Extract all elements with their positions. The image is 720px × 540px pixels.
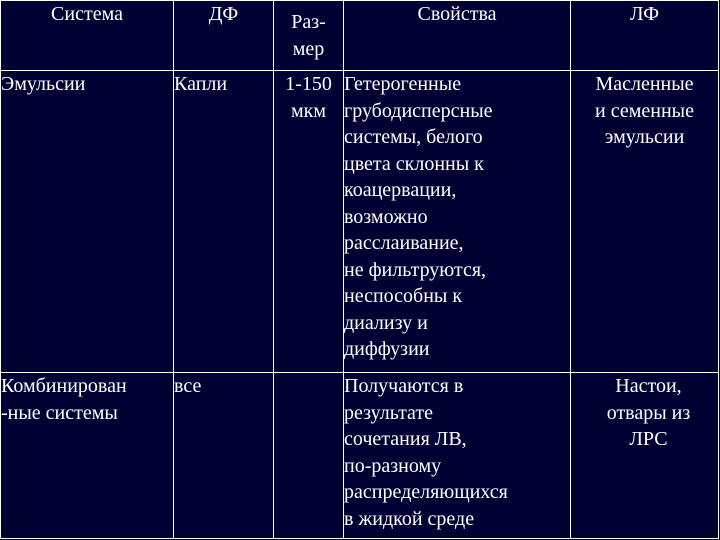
header-row: [1, 1, 719, 71]
cell-lf: Масленные и семенные эмульсии: [571, 71, 719, 373]
header-system: Система: [1, 1, 174, 71]
header-properties: Свойства: [344, 1, 571, 71]
cell-properties: Гетерогенные грубодисперсные системы, белого цвета склонны к коацервации, возможно расслаивание, не фильтруются, неспособны к диализу и диффузии: [344, 71, 571, 373]
cell-system: Комбинирован -ные системы: [1, 373, 174, 539]
cell-system: Эмульсии: [1, 71, 174, 373]
table-row: [1, 71, 719, 373]
cell-size: 1-150 мкм: [274, 71, 344, 373]
cell-df: все: [174, 373, 274, 539]
cell-lf: Настои, отвары из ЛРС: [571, 373, 719, 539]
header-size: Раз- мер: [274, 1, 344, 71]
header-lf: ЛФ: [571, 1, 719, 71]
cell-properties: Получаются в результате сочетания ЛВ, по-разному распределяющихся в жидкой среде: [344, 373, 571, 539]
table-row: [1, 373, 719, 539]
cell-df: Капли: [174, 71, 274, 373]
header-df: ДФ: [174, 1, 274, 71]
cell-size: [274, 373, 344, 539]
